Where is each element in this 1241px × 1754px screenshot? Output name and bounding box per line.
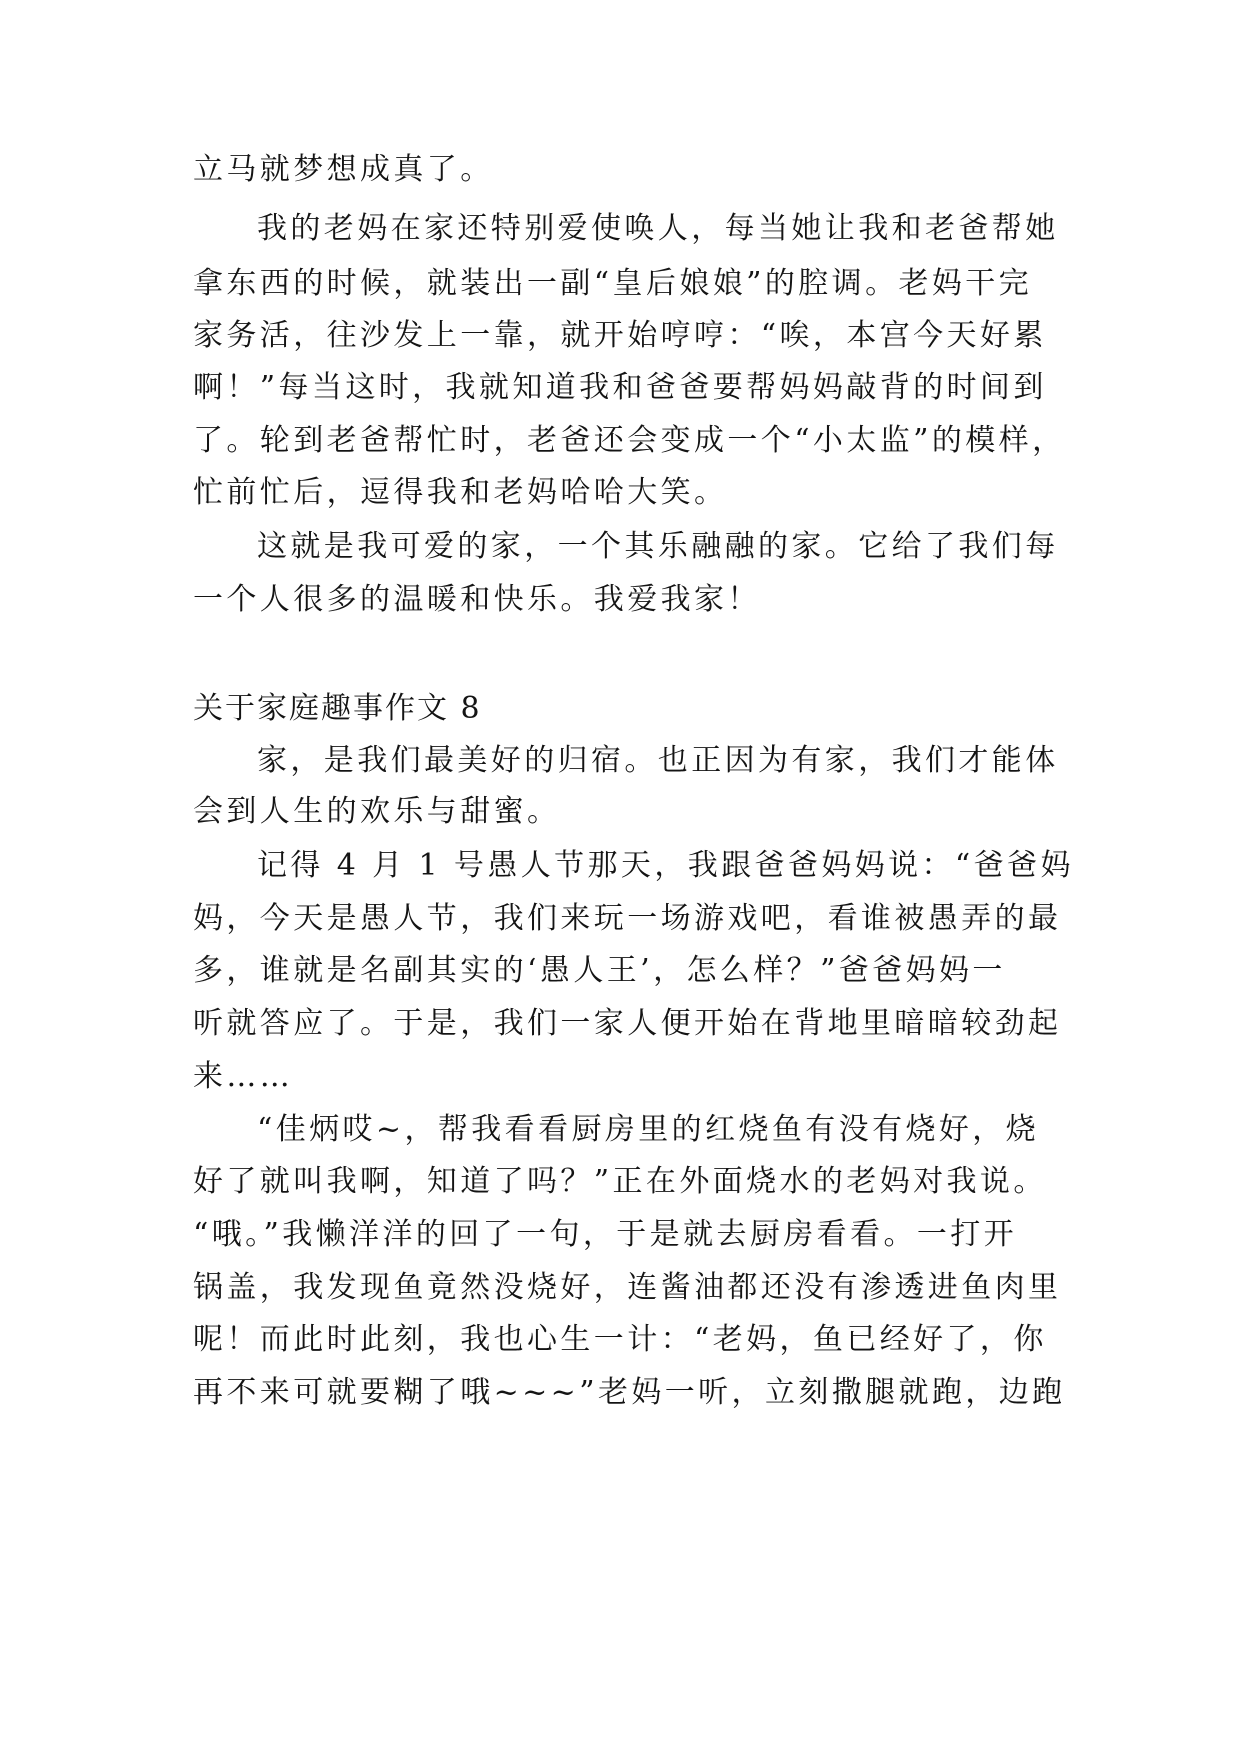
text-line: “哦。”我懒洋洋的回了一句，于是就去厨房看看。一打开 (193, 1217, 1018, 1252)
text-line: 立马就梦想成真了。 (193, 152, 494, 187)
text-line: 锅盖，我发现鱼竟然没烧好，连酱油都还没有渗透进鱼肉里 (193, 1270, 1062, 1305)
text-line: 听就答应了。于是，我们一家人便开始在背地里暗暗较劲起 (193, 1006, 1062, 1041)
paragraph-first-line: “佳炳哎~，帮我看看厨房里的红烧鱼有没有烧好，烧 (257, 1112, 1040, 1147)
text-line: 再不来可就要糊了哦~~~”老妈一听，立刻撒腿就跑，边跑 (193, 1375, 1066, 1410)
text-line: 拿东西的时候，就装出一副“皇后娘娘”的腔调。老妈干完 (193, 266, 1033, 301)
paragraph-first-line: 这就是我可爱的家，一个其乐融融的家。它给了我们每 (257, 529, 1059, 564)
section-heading: 关于家庭趣事作文 8 (193, 691, 482, 726)
text-line: 妈，今天是愚人节，我们来玩一场游戏吧，看谁被愚弄的最 (193, 901, 1062, 936)
paragraph-first-line: 我的老妈在家还特别爱使唤人，每当她让我和老爸帮她 (257, 211, 1059, 246)
paragraph-first-line: 记得 4 月 1 号愚人节那天，我跟爸爸妈妈说：“爸爸妈 (257, 848, 1074, 883)
text-line: 了。轮到老爸帮忙时，老爸还会变成一个“小太监”的模样， (193, 423, 1066, 458)
text-line: 多，谁就是名副其实的‘愚人王’，怎么样？”爸爸妈妈一 (193, 953, 1006, 988)
text-line: 来…… (193, 1059, 294, 1094)
text-line: 呢！而此时此刻，我也心生一计：“老妈，鱼已经好了，你 (193, 1322, 1047, 1357)
text-line: 忙前忙后，逗得我和老妈哈哈大笑。 (193, 475, 728, 510)
text-line: 啊！”每当这时，我就知道我和爸爸要帮妈妈敲背的时间到 (193, 370, 1047, 405)
paragraph-first-line: 家，是我们最美好的归宿。也正因为有家，我们才能体 (257, 743, 1059, 778)
text-line: 好了就叫我啊，知道了吗？”正在外面烧水的老妈对我说。 (193, 1164, 1047, 1199)
text-line: 家务活，往沙发上一靠，就开始哼哼：“唉，本宫今天好累 (193, 318, 1047, 353)
text-line: 会到人生的欢乐与甜蜜。 (193, 794, 561, 829)
text-line: 一个人很多的温暖和快乐。我爱我家！ (193, 582, 761, 617)
